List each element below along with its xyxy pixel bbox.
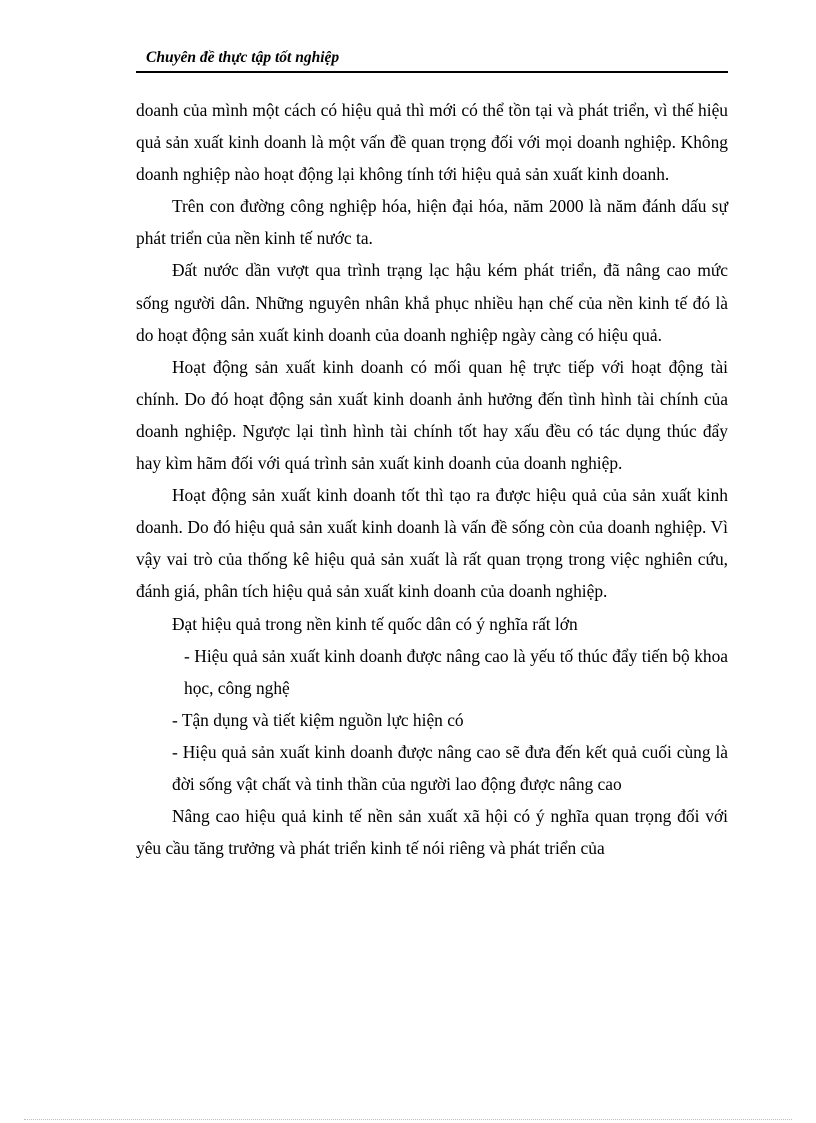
paragraph: Đạt hiệu quả trong nền kinh tế quốc dân có ý nghĩa rất lớn <box>172 613 578 634</box>
paragraph: Nâng cao hiệu quả kinh tế nền sản xuất xã hội có ý nghĩa quan trọng đối với yêu cầu tăng trưởng và phát triển kinh tế nói riêng và phát triển của <box>136 806 728 859</box>
document-body <box>136 94 728 864</box>
paragraph: doanh của mình một cách có hiệu quả thì mới có thể tồn tại và phát triển, vì thế hiệu quả sản xuất kinh doanh là một vấn đề quan trọng đối với mọi doanh nghiệp. Không doanh nghiệp nào hoạt động lại không tính tới hiệu quả sản xuất kinh doanh. <box>136 100 728 185</box>
bullet-item: - Tận dụng và tiết kiệm nguồn lực hiện có <box>172 709 464 730</box>
paragraph: Hoạt động sản xuất kinh doanh có mối quan hệ trực tiếp với hoạt động tài chính. Do đó hoạt động sản xuất kinh doanh ảnh hưởng đến tình hình tài chính của doanh nghiệp. Ngược lại tình hình tài chính tốt hay xấu đều có tác dụng thúc đẩy hay kìm hãm đối với quá trình sản xuất kinh doanh của doanh nghiệp. <box>136 356 728 474</box>
paragraph: Hoạt động sản xuất kinh doanh tốt thì tạo ra được hiệu quả của sản xuất kinh doanh. Do đó hiệu quả sản xuất kinh doanh là vấn đề sống còn của doanh nghiệp. Vì vậy vai trò của thống kê hiệu quả sản xuất là rất quan trọng trong việc nghiên cứu, đánh giá, phân tích hiệu quả sản xuất kinh doanh của doanh nghiệp. <box>136 485 728 602</box>
page-header <box>136 47 728 73</box>
header-title: Chuyên đề thực tập tốt nghiệp <box>146 49 340 66</box>
bullet-item: - Hiệu quả sản xuất kinh doanh được nâng cao sẽ đưa đến kết quả cuối cùng là đời sống vật chất và tinh thần của người lao động được nâng cao <box>172 741 728 794</box>
page-bottom-divider <box>24 1119 792 1120</box>
bullet-item: - Hiệu quả sản xuất kinh doanh được nâng cao là yếu tố thúc đẩy tiến bộ khoa học, công nghệ <box>184 645 728 698</box>
paragraph: Đất nước dần vượt qua trình trạng lạc hậu kém phát triển, đã nâng cao mức sống người dân. Những nguyên nhân khắ phục nhiều hạn chế của nền kinh tế đó là do hoạt động sản xuất kinh doanh của doanh nghiệp ngày càng có hiệu quả. <box>136 260 728 345</box>
paragraph: Trên con đường công nghiệp hóa, hiện đại hóa, năm 2000 là năm đánh dấu sự phát triển của nền kinh tế nước ta. <box>136 196 728 249</box>
